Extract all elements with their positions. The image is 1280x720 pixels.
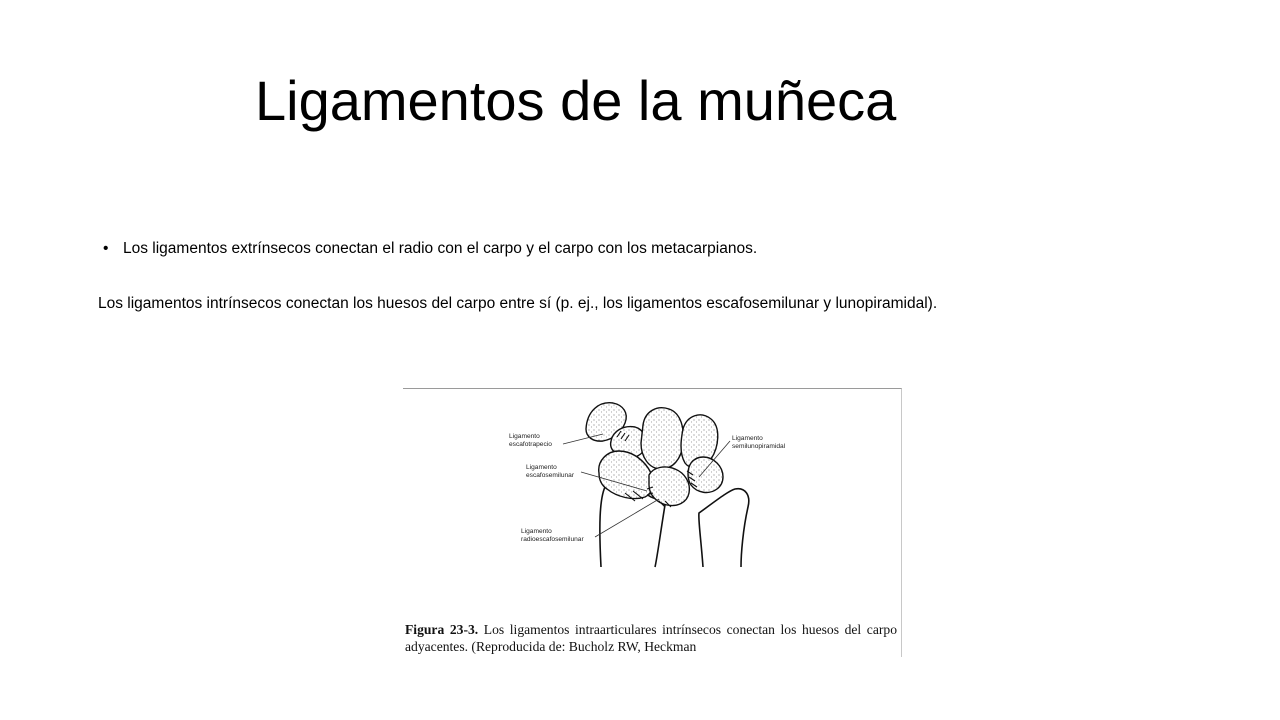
bullet-text: Los ligamentos extrínsecos conectan el radio con el carpo y el carpo con los metacarpianos. — [123, 240, 758, 257]
wrist-ligament-figure — [403, 388, 902, 657]
label-radioescafosemilunar-2: radioescafosemilunar — [521, 536, 584, 543]
label-semilunopiramidal-1: Ligamento — [732, 435, 763, 442]
bullet-item — [103, 240, 757, 258]
label-escafosemilunar-1: Ligamento — [526, 464, 557, 471]
caption-text: Los ligamentos intraarticulares intrínsecos conectan los huesos del carpo adyacentes. (Reproducida de: Bucholz RW, Heckman — [405, 622, 897, 654]
label-escafotrapecio-2: escafotrapecio — [509, 441, 552, 448]
label-semilunopiramidal-2: semilunopiramidal — [732, 443, 786, 450]
wrist-illustration — [403, 389, 901, 619]
label-escafotrapecio-1: Ligamento — [509, 433, 540, 440]
ulna-bone — [699, 489, 749, 567]
lunate-bone — [649, 467, 689, 506]
label-radioescafosemilunar-1: Ligamento — [521, 528, 552, 535]
caption-figure-number: Figura 23-3. — [405, 622, 479, 637]
label-escafosemilunar-2: escafosemilunar — [526, 472, 575, 479]
capitate-bone — [641, 408, 683, 469]
triquetrum-bone — [688, 457, 723, 492]
body-paragraph: Los ligamentos intrínsecos conectan los huesos del carpo entre sí (p. ej., los ligamentos escafosemilunar y lunopiramidal). — [98, 295, 938, 312]
slide-title: Ligamentos de la muñeca — [255, 69, 897, 132]
bullet-marker: • — [103, 240, 109, 257]
figure-caption — [405, 621, 897, 655]
